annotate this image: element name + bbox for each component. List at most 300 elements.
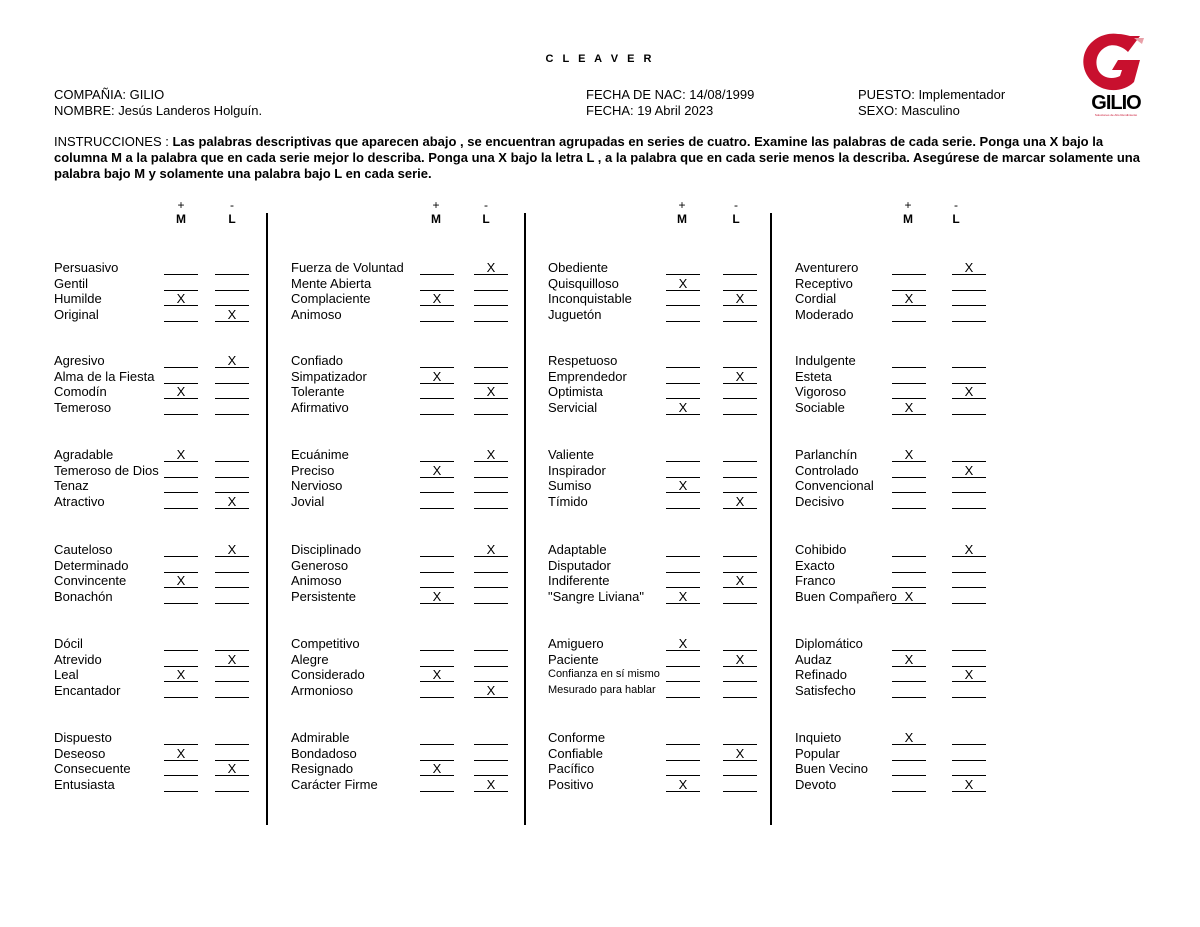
descriptor-word: Conforme (548, 730, 606, 745)
descriptor-word: Exacto (795, 557, 835, 573)
column-header-l (476, 199, 496, 226)
mark-m-cell[interactable]: X (164, 384, 198, 399)
column-header-letter: M (176, 212, 186, 226)
mark-m-cell[interactable] (420, 494, 454, 509)
descriptor-word: Complaciente (291, 291, 371, 307)
mark-l-cell[interactable]: X (215, 353, 249, 368)
descriptor-word: Moderado (795, 306, 854, 322)
mark-l-cell[interactable] (952, 494, 986, 509)
descriptor-word: Convencional (795, 478, 874, 494)
mark-m-cell[interactable] (666, 494, 700, 509)
column-header-m (672, 199, 692, 226)
mark-l-cell[interactable] (215, 683, 249, 698)
mark-m-cell[interactable] (892, 761, 926, 776)
column-header-letter: L (482, 212, 490, 226)
mark-l-cell[interactable] (723, 636, 757, 651)
column-header-letter: L (952, 212, 960, 226)
mark-l-cell[interactable]: X (723, 573, 757, 588)
descriptor-word: Buen Vecino (795, 761, 869, 777)
descriptor-word: Deseoso (54, 745, 106, 761)
position-field: PUESTO: Implementador (858, 87, 1006, 102)
mark-m-cell[interactable]: X (420, 463, 454, 478)
mark-m-cell[interactable] (666, 652, 700, 667)
mark-l-cell[interactable] (215, 730, 249, 745)
mark-m-cell[interactable]: X (892, 447, 926, 462)
column-header-m (171, 199, 191, 226)
logo-text: GILIO (1091, 92, 1141, 114)
column-header-sign: - (734, 198, 738, 212)
mark-l-cell[interactable] (723, 447, 757, 462)
mark-m-cell[interactable]: X (666, 589, 700, 604)
birthdate-field: FECHA DE NAC: 14/08/1999 (586, 87, 755, 102)
mark-m-cell[interactable] (164, 369, 198, 384)
mark-l-cell[interactable] (723, 260, 757, 275)
mark-l-cell[interactable] (952, 746, 986, 761)
mark-l-cell[interactable]: X (723, 369, 757, 384)
column-header-sign: - (484, 198, 488, 212)
mark-l-cell[interactable] (723, 667, 757, 682)
mark-m-cell[interactable] (892, 463, 926, 478)
mark-m-cell[interactable] (420, 260, 454, 275)
mark-m-cell[interactable]: X (164, 291, 198, 306)
column-header-letter: L (732, 212, 740, 226)
mark-l-cell[interactable] (474, 353, 508, 368)
mark-m-cell[interactable] (420, 542, 454, 557)
descriptor-word: Animoso (291, 573, 342, 589)
descriptor-word: Adaptable (548, 542, 607, 557)
descriptor-word: Disputador (548, 557, 611, 573)
mark-m-cell[interactable]: X (892, 730, 926, 745)
descriptor-word: Inquieto (795, 730, 842, 745)
descriptor-word: Comodín (54, 384, 107, 400)
descriptor-word: Jovial (291, 493, 325, 509)
mark-l-cell[interactable] (952, 291, 986, 306)
descriptor-word: Confiado (291, 353, 344, 368)
mark-l-cell[interactable]: X (952, 260, 986, 275)
mark-m-cell[interactable] (666, 667, 700, 682)
mark-m-cell[interactable] (666, 683, 700, 698)
mark-l-cell[interactable] (474, 478, 508, 493)
descriptor-word: Fuerza de Voluntad (291, 260, 404, 275)
mark-m-cell[interactable] (420, 384, 454, 399)
mark-l-cell[interactable]: X (474, 447, 508, 462)
descriptor-word: Obediente (548, 260, 608, 275)
mark-l-cell[interactable] (215, 369, 249, 384)
column-header-sign: + (432, 198, 440, 212)
descriptor-word: Armonioso (291, 682, 354, 698)
descriptor-word: Original (54, 306, 99, 322)
descriptor-word: Devoto (795, 776, 837, 792)
mark-l-cell[interactable] (215, 463, 249, 478)
mark-m-cell[interactable]: X (666, 400, 700, 415)
mark-m-cell[interactable]: X (420, 589, 454, 604)
mark-m-cell[interactable] (164, 730, 198, 745)
column-header-l (222, 199, 242, 226)
mark-m-cell[interactable] (164, 777, 198, 792)
mark-m-cell[interactable]: X (420, 667, 454, 682)
mark-m-cell[interactable] (892, 276, 926, 291)
mark-l-cell[interactable] (474, 667, 508, 682)
descriptor-word: Tenaz (54, 478, 89, 494)
mark-l-cell[interactable] (952, 730, 986, 745)
mark-m-cell[interactable]: X (666, 478, 700, 493)
mark-m-cell[interactable]: X (892, 652, 926, 667)
mark-l-cell[interactable] (952, 573, 986, 588)
mark-l-cell[interactable] (952, 558, 986, 573)
mark-l-cell[interactable] (952, 400, 986, 415)
mark-l-cell[interactable] (723, 463, 757, 478)
company-field: COMPAÑIA: GILIO (54, 87, 165, 102)
mark-l-cell[interactable]: X (952, 542, 986, 557)
mark-l-cell[interactable]: X (952, 463, 986, 478)
descriptor-word: Consecuente (54, 761, 131, 777)
mark-m-cell[interactable] (666, 573, 700, 588)
mark-l-cell[interactable] (215, 400, 249, 415)
mark-l-cell[interactable]: X (215, 652, 249, 667)
mark-m-cell[interactable] (164, 683, 198, 698)
mark-l-cell[interactable] (952, 369, 986, 384)
descriptor-word: Franco (795, 573, 836, 589)
mark-m-cell[interactable] (666, 761, 700, 776)
descriptor-word: Inconquistable (548, 291, 632, 307)
mark-l-cell[interactable]: X (723, 494, 757, 509)
mark-l-cell[interactable] (215, 777, 249, 792)
mark-m-cell[interactable] (164, 558, 198, 573)
instructions-label: INSTRUCCIONES : (54, 134, 173, 149)
mark-l-cell[interactable] (723, 384, 757, 399)
mark-l-cell[interactable] (474, 494, 508, 509)
mark-l-cell[interactable]: X (474, 260, 508, 275)
descriptor-word: Bonachón (54, 588, 113, 604)
mark-l-cell[interactable] (215, 260, 249, 275)
descriptor-word: Controlado (795, 462, 859, 478)
descriptor-word: Mente Abierta (291, 275, 372, 291)
mark-m-cell[interactable]: X (420, 761, 454, 776)
mark-l-cell[interactable]: X (952, 384, 986, 399)
column-header-l (726, 199, 746, 226)
mark-l-cell[interactable]: X (474, 683, 508, 698)
mark-m-cell[interactable] (164, 276, 198, 291)
mark-m-cell[interactable] (666, 384, 700, 399)
mark-m-cell[interactable] (892, 307, 926, 322)
mark-l-cell[interactable] (952, 276, 986, 291)
mark-m-cell[interactable]: X (164, 447, 198, 462)
mark-l-cell[interactable] (723, 276, 757, 291)
mark-m-cell[interactable] (164, 463, 198, 478)
mark-m-cell[interactable] (420, 307, 454, 322)
descriptor-word: Encantador (54, 682, 121, 698)
mark-l-cell[interactable] (952, 589, 986, 604)
descriptor-word: Animoso (291, 306, 342, 322)
mark-m-cell[interactable] (420, 777, 454, 792)
mark-m-cell[interactable] (892, 558, 926, 573)
mark-m-cell[interactable] (420, 730, 454, 745)
mark-m-cell[interactable]: X (892, 291, 926, 306)
instructions (54, 134, 1154, 182)
column-header-letter: M (903, 212, 913, 226)
mark-l-cell[interactable] (215, 667, 249, 682)
mark-m-cell[interactable]: X (164, 573, 198, 588)
descriptor-word: Admirable (291, 730, 350, 745)
mark-l-cell[interactable] (215, 558, 249, 573)
descriptor-word: Persistente (291, 588, 357, 604)
mark-l-cell[interactable]: X (215, 307, 249, 322)
mark-l-cell[interactable] (723, 589, 757, 604)
descriptor-word: Cohibido (795, 542, 847, 557)
mark-m-cell[interactable] (666, 291, 700, 306)
mark-m-cell[interactable]: X (666, 777, 700, 792)
column-divider (770, 213, 772, 825)
descriptor-word: Simpatizador (291, 368, 367, 384)
mark-m-cell[interactable] (164, 761, 198, 776)
mark-m-cell[interactable] (164, 636, 198, 651)
mark-m-cell[interactable] (892, 777, 926, 792)
descriptor-word: Competitivo (291, 636, 360, 651)
descriptor-word: Considerado (291, 667, 365, 683)
mark-l-cell[interactable]: X (474, 542, 508, 557)
descriptor-word: Sociable (795, 399, 845, 415)
column-header-letter: M (431, 212, 441, 226)
mark-l-cell[interactable] (723, 353, 757, 368)
mark-l-cell[interactable]: X (952, 777, 986, 792)
mark-l-cell[interactable] (474, 636, 508, 651)
descriptor-word: Servicial (548, 399, 598, 415)
mark-l-cell[interactable] (474, 369, 508, 384)
mark-m-cell[interactable] (420, 353, 454, 368)
mark-m-cell[interactable] (164, 260, 198, 275)
descriptor-word: Persuasivo (54, 260, 119, 275)
mark-m-cell[interactable]: X (892, 400, 926, 415)
mark-m-cell[interactable] (666, 353, 700, 368)
mark-l-cell[interactable] (215, 276, 249, 291)
descriptor-word: Leal (54, 667, 79, 683)
mark-m-cell[interactable]: X (420, 369, 454, 384)
mark-l-cell[interactable] (723, 683, 757, 698)
descriptor-word: Gentil (54, 275, 88, 291)
mark-l-cell[interactable] (952, 307, 986, 322)
mark-l-cell[interactable] (952, 683, 986, 698)
mark-l-cell[interactable] (215, 746, 249, 761)
mark-l-cell[interactable] (215, 384, 249, 399)
descriptor-word: Juguetón (548, 306, 602, 322)
mark-m-cell[interactable] (892, 542, 926, 557)
mark-l-cell[interactable] (215, 589, 249, 604)
mark-l-cell[interactable]: X (723, 746, 757, 761)
mark-l-cell[interactable] (215, 573, 249, 588)
mark-l-cell[interactable] (723, 558, 757, 573)
descriptor-word: Dócil (54, 636, 83, 651)
mark-m-cell[interactable] (164, 400, 198, 415)
descriptor-word: Diplomático (795, 636, 863, 651)
mark-m-cell[interactable] (666, 369, 700, 384)
descriptor-word: Tímido (548, 493, 588, 509)
descriptor-word: Agresivo (54, 353, 105, 368)
descriptor-word: Aventurero (795, 260, 859, 275)
mark-l-cell[interactable] (474, 307, 508, 322)
mark-l-cell[interactable] (215, 447, 249, 462)
mark-m-cell[interactable] (892, 260, 926, 275)
mark-l-cell[interactable] (474, 291, 508, 306)
mark-m-cell[interactable] (666, 558, 700, 573)
mark-m-cell[interactable] (420, 558, 454, 573)
mark-l-cell[interactable] (474, 276, 508, 291)
mark-l-cell[interactable] (474, 746, 508, 761)
descriptor-word: Disciplinado (291, 542, 362, 557)
mark-l-cell[interactable] (723, 761, 757, 776)
descriptor-word: Valiente (548, 447, 595, 462)
mark-l-cell[interactable] (952, 447, 986, 462)
mark-m-cell[interactable] (892, 636, 926, 651)
mark-l-cell[interactable] (215, 291, 249, 306)
column-header-sign: - (230, 198, 234, 212)
descriptor-word: Pacífico (548, 761, 595, 777)
mark-m-cell[interactable] (666, 260, 700, 275)
mark-l-cell[interactable]: X (723, 291, 757, 306)
mark-m-cell[interactable]: X (666, 276, 700, 291)
mark-l-cell[interactable]: X (474, 777, 508, 792)
descriptor-word: Cauteloso (54, 542, 113, 557)
mark-m-cell[interactable] (892, 746, 926, 761)
descriptor-word: Refinado (795, 667, 848, 683)
mark-m-cell[interactable] (164, 542, 198, 557)
mark-m-cell[interactable]: X (666, 636, 700, 651)
mark-m-cell[interactable]: X (164, 746, 198, 761)
mark-l-cell[interactable] (952, 478, 986, 493)
mark-m-cell[interactable] (892, 369, 926, 384)
mark-m-cell[interactable] (164, 307, 198, 322)
mark-m-cell[interactable] (892, 667, 926, 682)
descriptor-word: Inspirador (548, 462, 606, 478)
column-divider (524, 213, 526, 825)
column-header-l (946, 199, 966, 226)
mark-l-cell[interactable]: X (952, 667, 986, 682)
mark-l-cell[interactable] (952, 353, 986, 368)
mark-l-cell[interactable] (215, 478, 249, 493)
mark-l-cell[interactable]: X (215, 494, 249, 509)
descriptor-word: Preciso (291, 462, 335, 478)
descriptor-word: Convincente (54, 573, 127, 589)
column-divider (266, 213, 268, 825)
mark-l-cell[interactable]: X (215, 761, 249, 776)
mark-l-cell[interactable] (474, 573, 508, 588)
mark-l-cell[interactable] (474, 730, 508, 745)
mark-m-cell[interactable] (892, 573, 926, 588)
descriptor-word: Decisivo (795, 493, 845, 509)
mark-l-cell[interactable] (723, 307, 757, 322)
mark-l-cell[interactable] (952, 636, 986, 651)
mark-l-cell[interactable] (723, 730, 757, 745)
mark-m-cell[interactable] (666, 730, 700, 745)
mark-l-cell[interactable] (474, 761, 508, 776)
mark-l-cell[interactable] (952, 761, 986, 776)
mark-l-cell[interactable] (723, 400, 757, 415)
descriptor-word: Resignado (291, 761, 354, 777)
descriptor-word: Determinado (54, 557, 129, 573)
mark-m-cell[interactable]: X (164, 667, 198, 682)
mark-m-cell[interactable] (164, 494, 198, 509)
descriptor-word: Humilde (54, 291, 102, 307)
sex-field: SEXO: Masculino (858, 103, 960, 118)
descriptor-word: Temeroso de Dios (54, 462, 159, 478)
mark-m-cell[interactable] (420, 746, 454, 761)
descriptor-word: Respetuoso (548, 353, 618, 368)
mark-l-cell[interactable] (723, 777, 757, 792)
column-header-letter: L (228, 212, 236, 226)
column-header-m (898, 199, 918, 226)
descriptor-word: Indulgente (795, 353, 856, 368)
mark-m-cell[interactable] (892, 353, 926, 368)
mark-m-cell[interactable] (666, 542, 700, 557)
mark-m-cell[interactable] (892, 494, 926, 509)
descriptor-word: Optimista (548, 384, 603, 400)
mark-m-cell[interactable]: X (420, 291, 454, 306)
mark-m-cell[interactable] (164, 652, 198, 667)
descriptor-word: Atractivo (54, 493, 105, 509)
mark-l-cell[interactable] (474, 652, 508, 667)
descriptor-word: Tolerante (291, 384, 345, 400)
date-field: FECHA: 19 Abril 2023 (586, 103, 714, 118)
mark-l-cell[interactable] (474, 463, 508, 478)
mark-m-cell[interactable]: X (892, 589, 926, 604)
descriptor-word: Audaz (795, 651, 832, 667)
descriptor-word: Atrevido (54, 651, 102, 667)
descriptor-word: Vigoroso (795, 384, 847, 400)
descriptor-word: Mesurado para hablar (548, 683, 656, 696)
mark-m-cell[interactable] (666, 746, 700, 761)
mark-l-cell[interactable] (474, 589, 508, 604)
mark-m-cell[interactable] (420, 400, 454, 415)
mark-l-cell[interactable] (474, 558, 508, 573)
mark-l-cell[interactable]: X (723, 652, 757, 667)
mark-l-cell[interactable] (952, 652, 986, 667)
descriptor-word: Paciente (548, 651, 599, 667)
mark-m-cell[interactable] (420, 652, 454, 667)
mark-m-cell[interactable] (164, 589, 198, 604)
descriptor-word: Satisfecho (795, 682, 856, 698)
mark-m-cell[interactable] (666, 447, 700, 462)
mark-m-cell[interactable] (164, 478, 198, 493)
column-header-sign: + (177, 198, 185, 212)
column-header-sign: - (954, 198, 958, 212)
mark-m-cell[interactable] (420, 447, 454, 462)
mark-l-cell[interactable] (474, 400, 508, 415)
mark-m-cell[interactable] (892, 478, 926, 493)
descriptor-word: Confiable (548, 745, 603, 761)
descriptor-word: Amiguero (548, 636, 604, 651)
mark-m-cell[interactable] (420, 683, 454, 698)
mark-m-cell[interactable] (892, 683, 926, 698)
mark-l-cell[interactable] (215, 636, 249, 651)
mark-m-cell[interactable] (420, 636, 454, 651)
mark-m-cell[interactable] (892, 384, 926, 399)
descriptor-word: Positivo (548, 776, 594, 792)
mark-m-cell[interactable] (164, 353, 198, 368)
descriptor-word: Popular (795, 745, 840, 761)
descriptor-word: Ecuánime (291, 447, 349, 462)
mark-m-cell[interactable] (420, 573, 454, 588)
mark-l-cell[interactable] (723, 542, 757, 557)
mark-l-cell[interactable]: X (215, 542, 249, 557)
mark-m-cell[interactable] (420, 276, 454, 291)
descriptor-word: "Sangre Liviana" (548, 588, 644, 604)
mark-m-cell[interactable] (666, 463, 700, 478)
mark-m-cell[interactable] (420, 478, 454, 493)
mark-m-cell[interactable] (666, 307, 700, 322)
form-title: C L E A V E R (545, 53, 655, 65)
mark-l-cell[interactable]: X (474, 384, 508, 399)
mark-l-cell[interactable] (723, 478, 757, 493)
descriptor-word: Generoso (291, 557, 349, 573)
